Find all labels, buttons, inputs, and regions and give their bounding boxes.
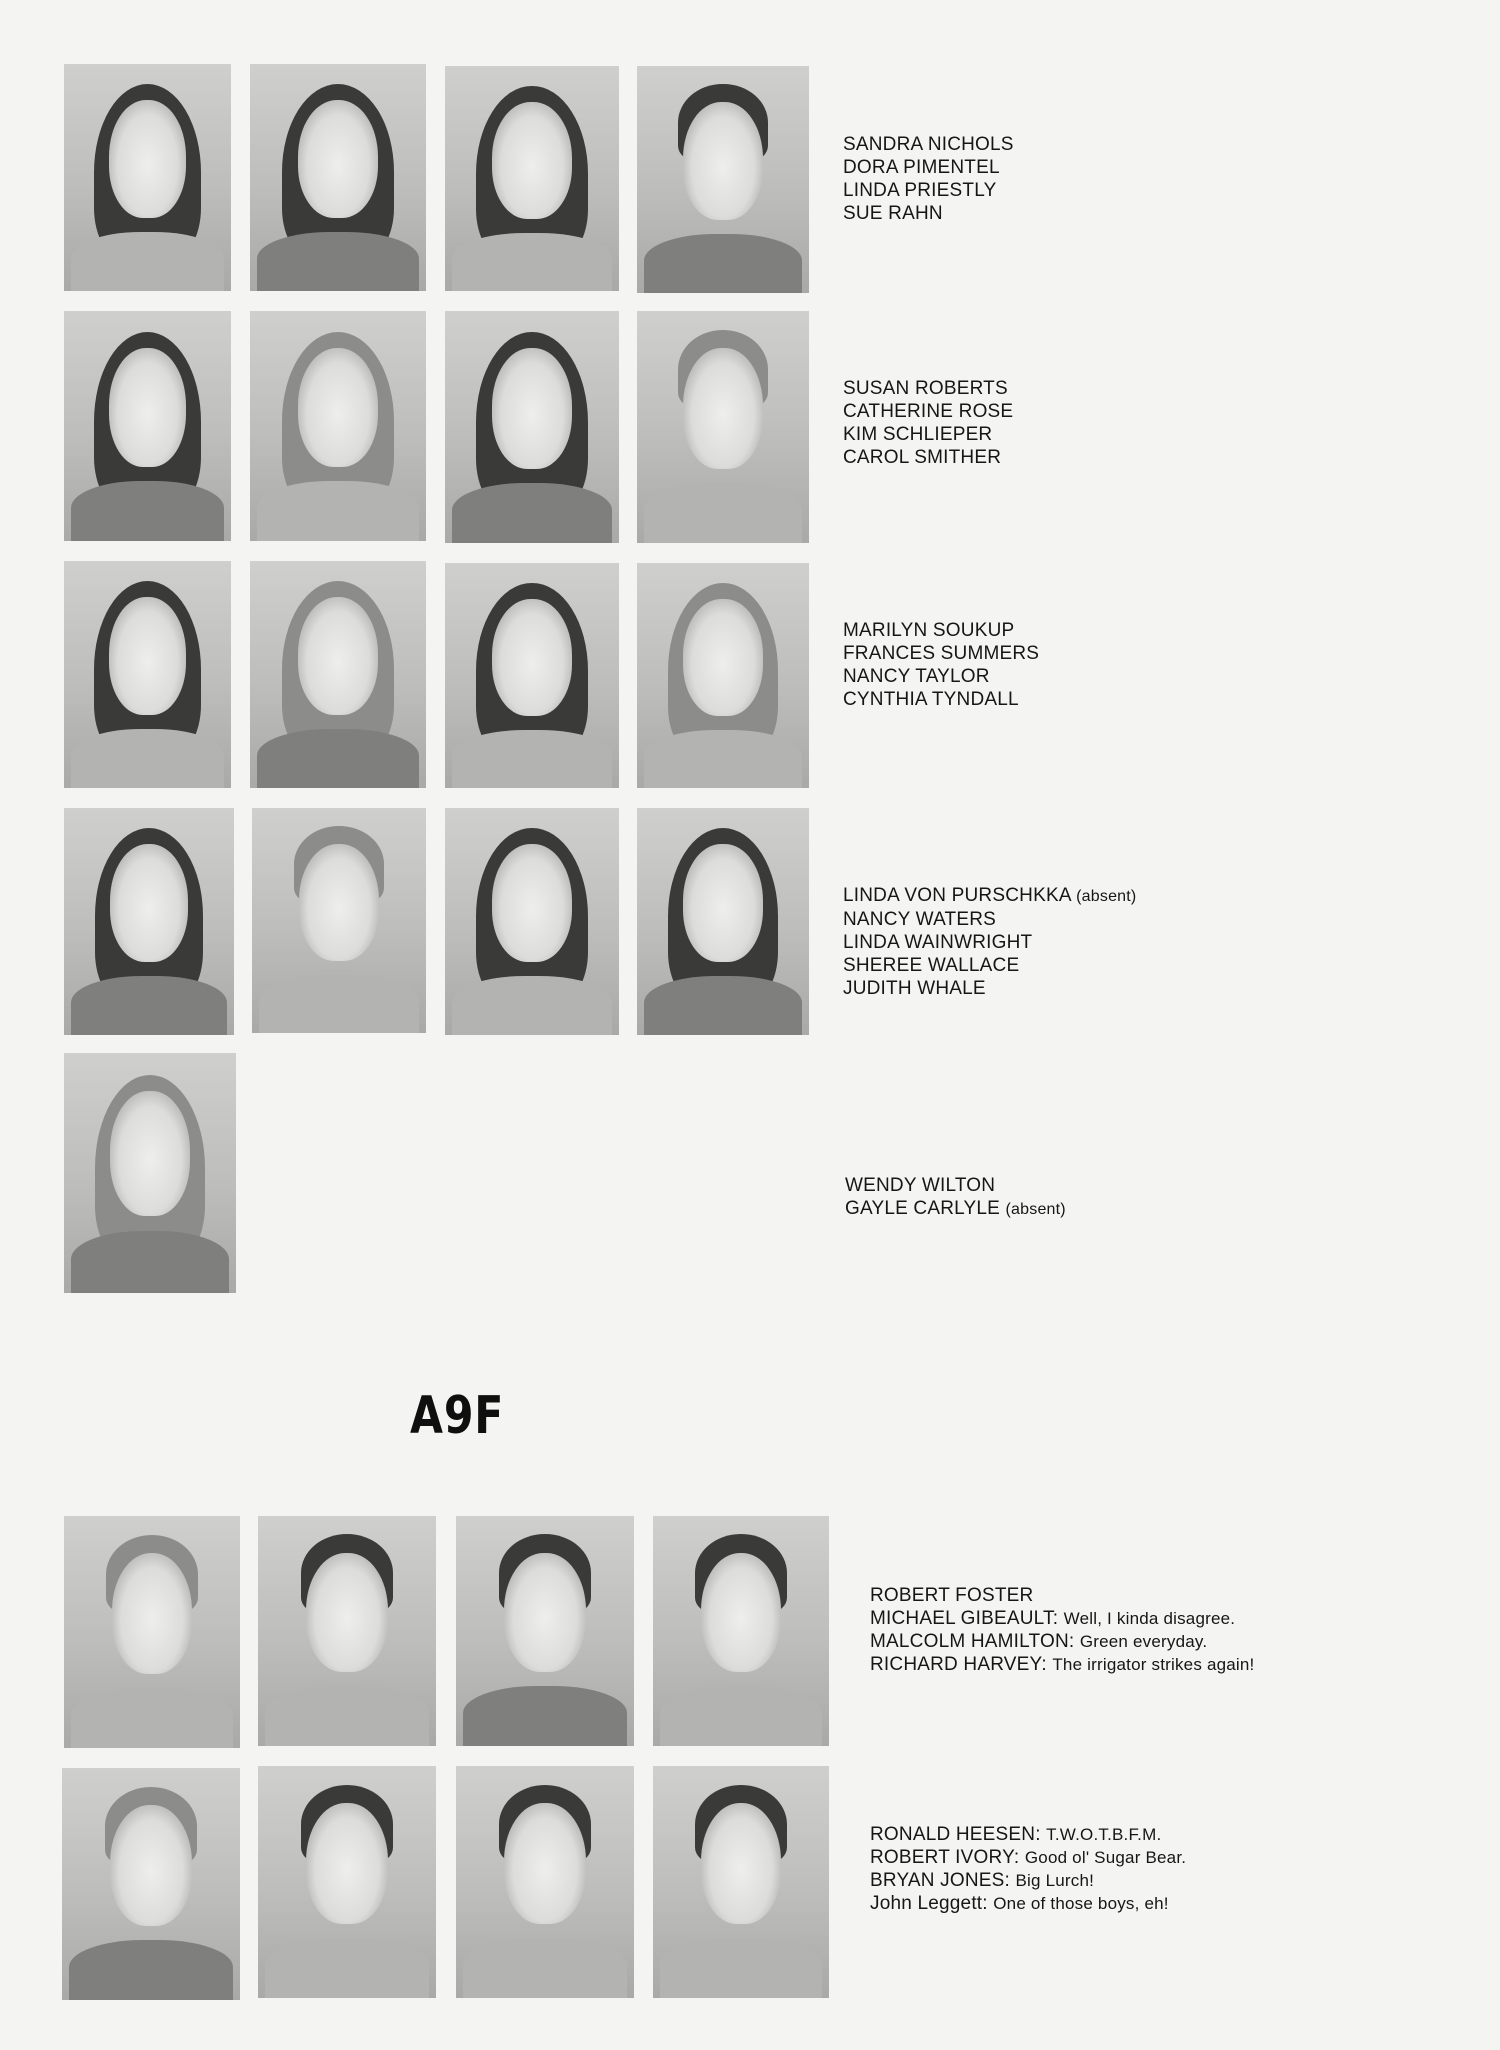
- student-name: SANDRA NICHOLS: [843, 134, 1014, 155]
- name-list: [870, 1823, 1186, 1915]
- student-portrait: [64, 1053, 236, 1293]
- student-name: FRANCES SUMMERS: [843, 643, 1040, 664]
- student-quote: One of those boys, eh!: [993, 1894, 1169, 1913]
- student-portrait: [252, 808, 426, 1033]
- student-quote: The irrigator strikes again!: [1052, 1655, 1255, 1674]
- student-name: KIM SCHLIEPER: [843, 424, 993, 445]
- student-quote: Big Lurch!: [1015, 1871, 1095, 1890]
- student-portrait: [637, 808, 809, 1035]
- student-name: SHEREE WALLACE: [843, 955, 1020, 976]
- student-quote: Good ol' Sugar Bear.: [1024, 1848, 1187, 1867]
- student-quote: Well, I kinda disagree.: [1063, 1609, 1236, 1628]
- name-list: [843, 377, 1013, 469]
- section-title: A9F: [410, 1386, 505, 1446]
- student-name: RICHARD HARVEY: The irrigator strikes again!: [870, 1654, 1255, 1675]
- student-name: DORA PIMENTEL: [843, 157, 1000, 178]
- student-name: ROBERT FOSTER: [870, 1585, 1034, 1606]
- student-quote: T.W.O.T.B.F.M.: [1046, 1825, 1162, 1844]
- student-name: GAYLE CARLYLE (absent): [845, 1198, 1066, 1219]
- name-list: [845, 1174, 1066, 1221]
- student-name: JUDITH WHALE: [843, 978, 986, 999]
- student-name: RONALD HEESEN: T.W.O.T.B.F.M.: [870, 1824, 1162, 1845]
- student-portrait: [62, 1768, 240, 2000]
- student-name: MICHAEL GIBEAULT: Well, I kinda disagree.: [870, 1608, 1236, 1629]
- student-portrait: [637, 311, 809, 543]
- student-portrait: [653, 1516, 829, 1746]
- student-portrait: [258, 1766, 436, 1998]
- student-portrait: [64, 64, 231, 291]
- student-portrait: [445, 563, 619, 788]
- student-portrait: [653, 1766, 829, 1998]
- student-portrait: [456, 1766, 634, 1998]
- student-portrait: [64, 561, 231, 788]
- student-name: SUSAN ROBERTS: [843, 378, 1008, 399]
- student-name: MALCOLM HAMILTON: Green everyday.: [870, 1631, 1208, 1652]
- student-portrait: [445, 66, 619, 291]
- student-portrait: [64, 311, 231, 541]
- student-name: LINDA WAINWRIGHT: [843, 932, 1033, 953]
- absent-note: (absent): [1076, 888, 1137, 905]
- student-portrait: [456, 1516, 634, 1746]
- student-portrait: [250, 311, 426, 541]
- student-name: LINDA PRIESTLY: [843, 180, 997, 201]
- student-name: BRYAN JONES: Big Lurch!: [870, 1870, 1095, 1891]
- student-portrait: [445, 311, 619, 543]
- student-portrait: [64, 1516, 240, 1748]
- student-name: CAROL SMITHER: [843, 447, 1002, 468]
- student-name: ROBERT IVORY: Good ol' Sugar Bear.: [870, 1847, 1187, 1868]
- name-list: [843, 133, 1014, 225]
- student-portrait: [250, 561, 426, 788]
- name-list: [843, 884, 1136, 1000]
- student-name: John Leggett: One of those boys, eh!: [870, 1893, 1169, 1914]
- student-portrait: [637, 66, 809, 293]
- student-portrait: [64, 808, 234, 1035]
- absent-note: (absent): [1005, 1201, 1066, 1218]
- student-name: WENDY WILTON: [845, 1175, 996, 1196]
- student-name: MARILYN SOUKUP: [843, 620, 1015, 641]
- student-name: SUE RAHN: [843, 203, 943, 224]
- student-quote: Green everyday.: [1079, 1632, 1208, 1651]
- student-name: CYNTHIA TYNDALL: [843, 689, 1019, 710]
- name-list: [870, 1584, 1254, 1676]
- student-portrait: [258, 1516, 436, 1746]
- student-name: NANCY TAYLOR: [843, 666, 990, 687]
- name-list: [843, 619, 1039, 711]
- student-portrait: [637, 563, 809, 788]
- student-name: CATHERINE ROSE: [843, 401, 1014, 422]
- student-portrait: [445, 808, 619, 1035]
- student-name: LINDA VON PURSCHKKA (absent): [843, 885, 1137, 906]
- student-name: NANCY WATERS: [843, 909, 997, 930]
- student-portrait: [250, 64, 426, 291]
